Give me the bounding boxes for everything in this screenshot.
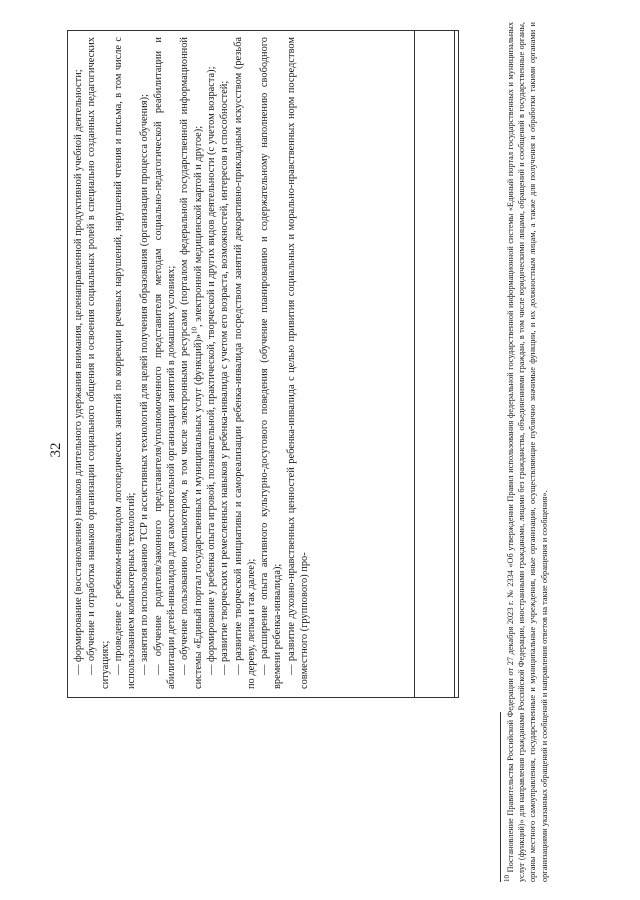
list-item — [178, 37, 205, 689]
list-item: — проведение с ребенком-инвалидом логопедических занятий по коррекции речевых нарушений, нарушений чтения и письма, в том числе с использованием компьютерных технологий; — [112, 37, 138, 689]
list-item: — развитие творческой инициативы и самореализации ребенка-инвалида посредством занятий декоративно-прикладным искусством (резьба по дереву, лепка и так далее); — [232, 37, 257, 689]
footnote-separator — [500, 712, 501, 882]
footnote — [505, 22, 550, 882]
list-item: — развитие духовно-нравственных ценностей ребенка-инвалида с целью привития социальных и морально-нравственных норм посредством совместного (группового) про- — [285, 37, 311, 689]
list-item: — формирование у ребенка опыта игровой, познавательной, практической, творческой и других видов деятельности (с учетом возраста); — [205, 66, 217, 675]
footnote-text: Постановление Правительства Российской Федерации от 27 декабря 2023 г. № 2334 «Об утверждении Правил использования федеральной государственной информационной системы «Единый портал государственных и муниципальных услуг (функций)» для направления гражданами Российской Федерации, иностранными гражданами, лицами без гражданства, объединениями граждан, в том числе юридическими лицами, обращений и сообщений в государственные органы, органы местного самоуправления, государственные и муниципальные учреждения, иные организации, осуществляющие публично значимые функции, и их должностным лицам, а также для получения и обработки такими органами и организациями указанных обращений и сообщений и направления ответов на такие обращения и сообщения». — [506, 22, 549, 882]
list-item-tail: , электронной медицинской картой и другое); — [192, 125, 204, 327]
list-item: — формирование (восстановление) навыков длительного удержания внимания, целенаправленной продуктивной учебной деятельности; — [73, 69, 84, 675]
list-item: — обучение родителя/законного представителя/уполномоченного представителя методам социально-педагогической реабилитации и абилитации детей-инвалидов для самостоятельной организации занятий в домашних условиях; — [152, 37, 178, 689]
table-cell-text — [72, 37, 311, 689]
list-item: — развитие творческих и ремесленных навыков у ребенка-инвалида с учетом его возраста, возможностей, интересов и способностей; — [219, 80, 231, 675]
column-divider — [454, 31, 455, 697]
footnote-reference: 10 — [190, 326, 199, 334]
column-divider — [414, 31, 415, 697]
list-item: — расширение опыта активного культурно-досугового поведения (обучение планированию и содержательному наполнению свободного времени ребенка-инвалида); — [259, 37, 284, 689]
page-number: 32 — [48, 442, 64, 458]
list-item: — обучение и отработка навыков организации социального общения и освоения социальных ролей в специально созданных педагогических ситуациях; — [86, 37, 111, 689]
list-item-text: — обучение пользованию компьютером, в том числе электронными ресурсами (порталом федеральной государственной информационной системы «Единый портал государственных и муниципальных услуг (функций)» — [179, 37, 204, 689]
content-table — [67, 30, 459, 698]
list-item: — занятия по использованию ТСР и ассистивных технологий для целей получения образования (организации процесса обучения); — [139, 94, 151, 675]
footnote-mark: 10 — [503, 875, 512, 882]
